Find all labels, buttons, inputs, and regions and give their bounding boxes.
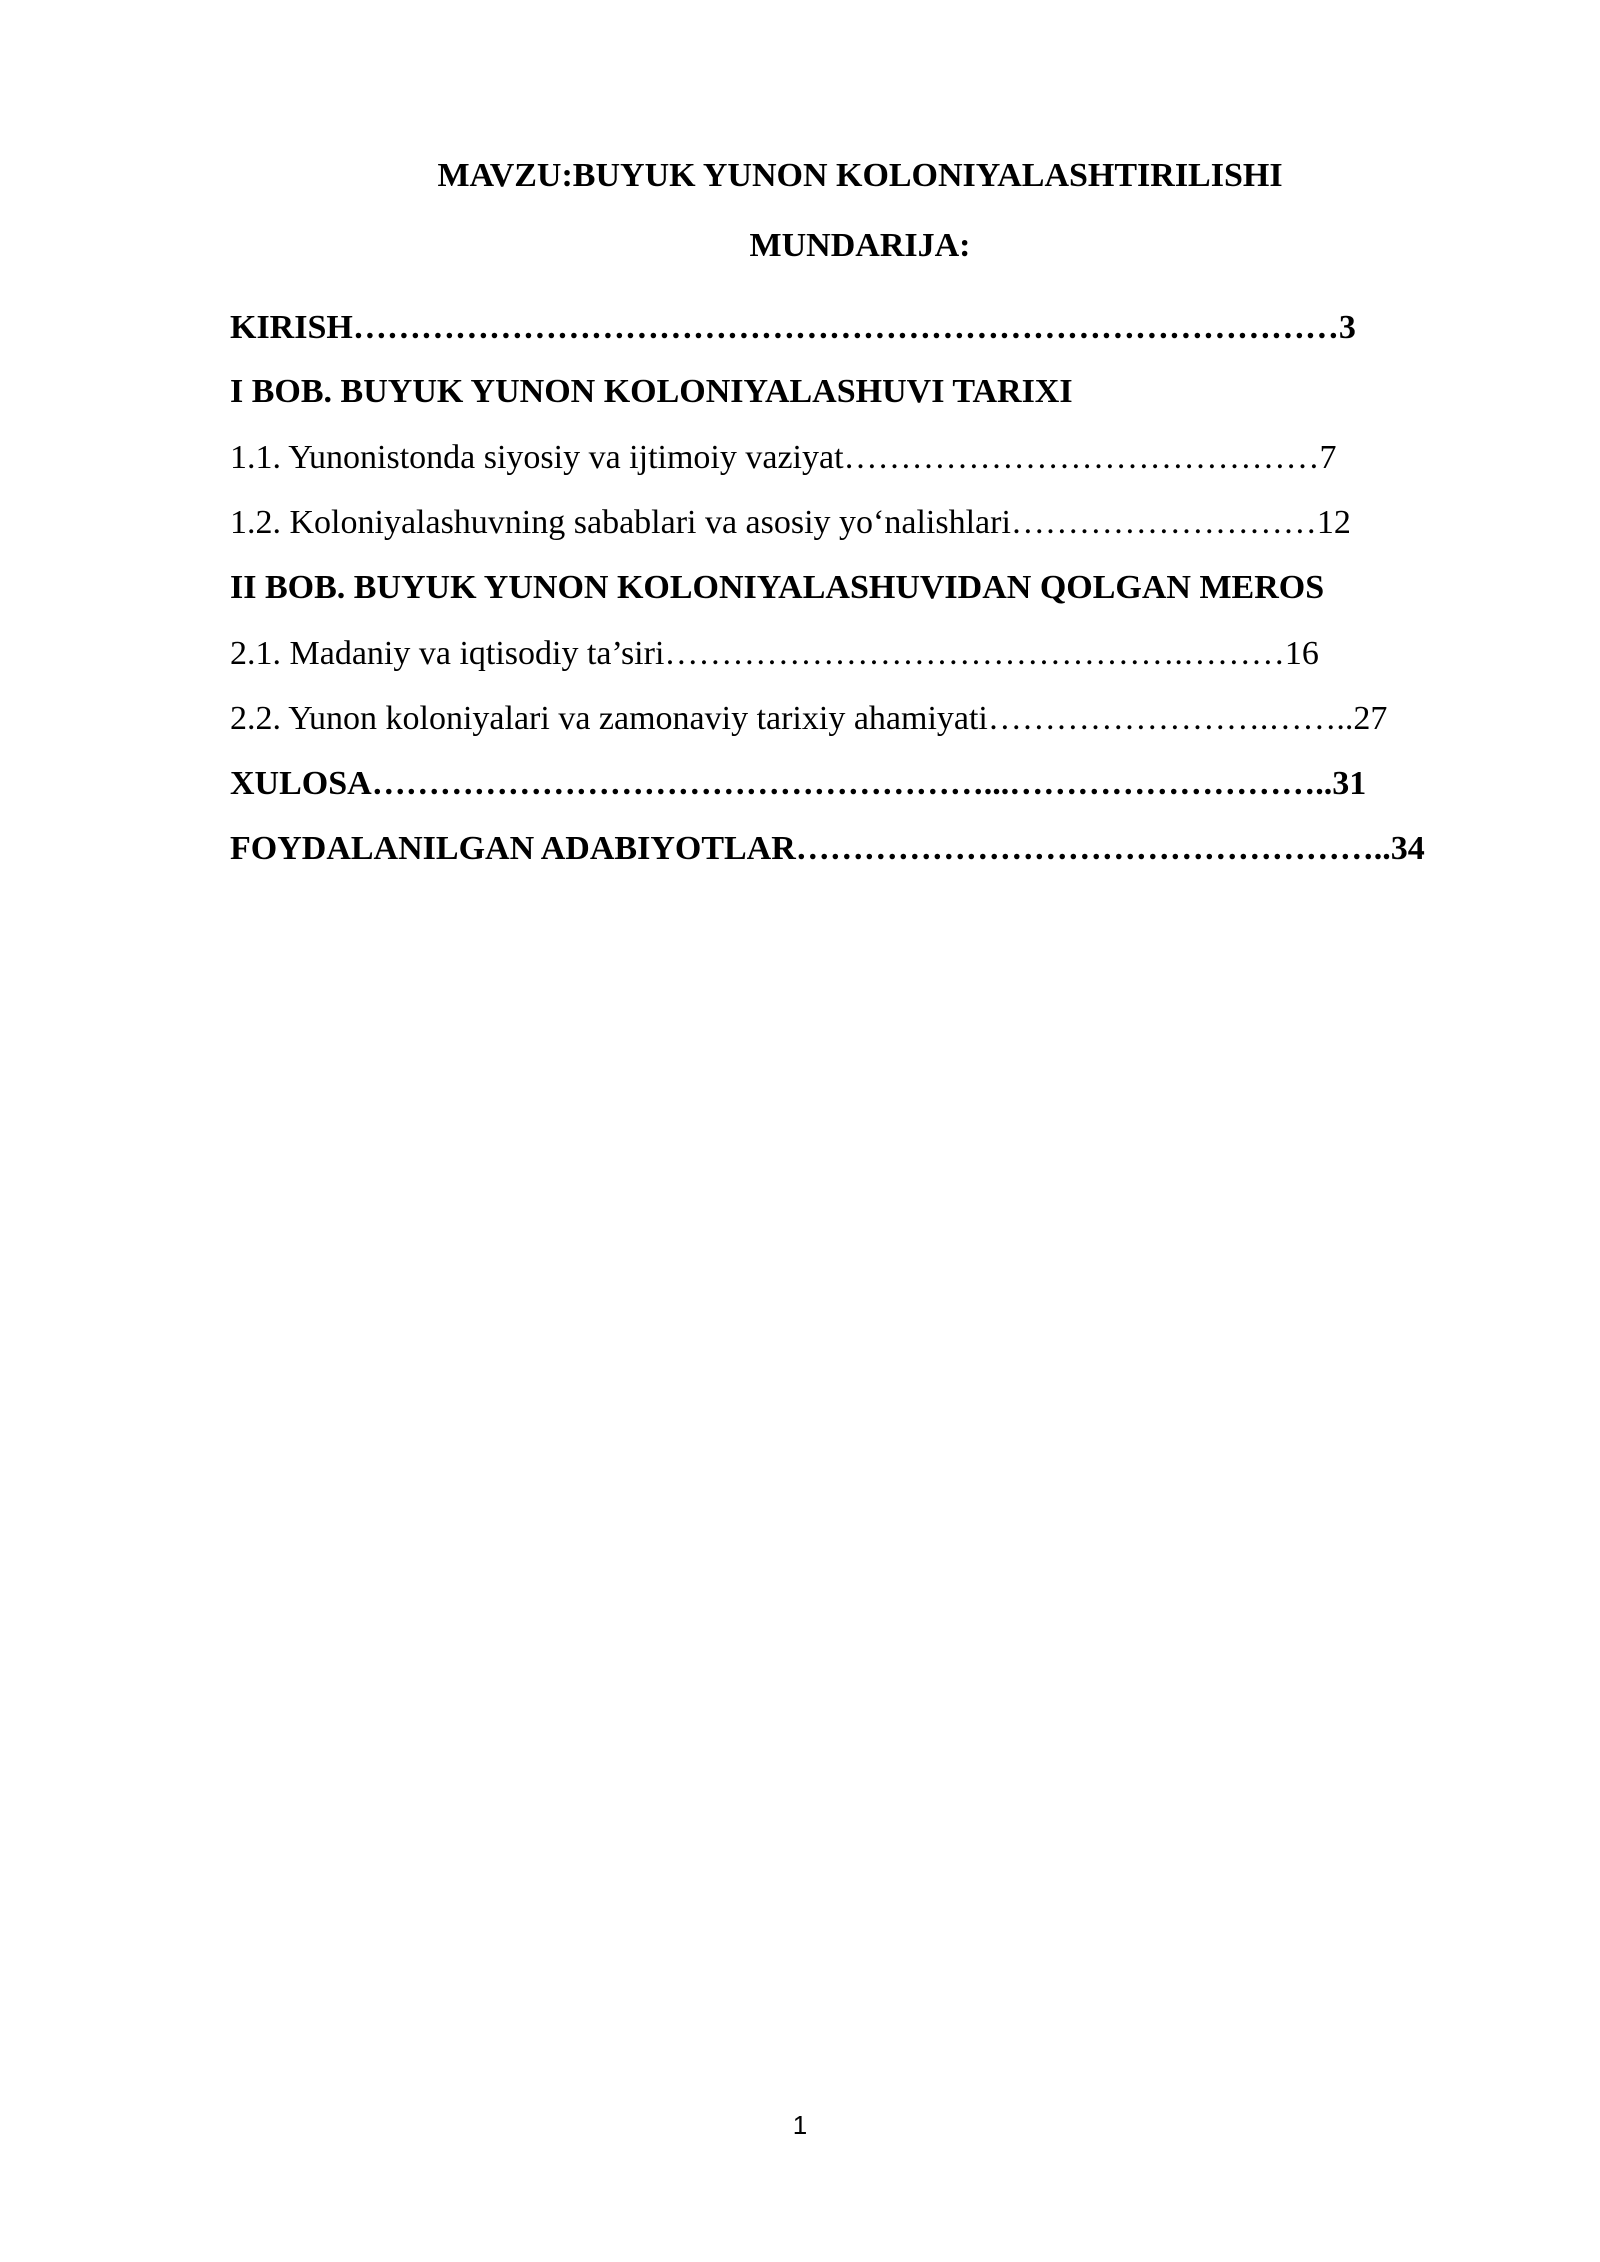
document-title: MAVZU:BUYUK YUNON KOLONIYALASHTIRILISHI [437, 157, 1283, 194]
toc-entry-chapter-2: II BOB. BUYUK YUNON KOLONIYALASHUVIDAN QOLGAN MEROS [230, 569, 1325, 606]
page-number: 1 [792, 2110, 808, 2140]
table-of-contents-heading: MUNDARIJA: [749, 227, 971, 264]
toc-entry-section-2-2: 2.2. Yunon koloniyalari va zamonaviy tarixiy ahamiyati…………………….……..27 [230, 700, 1388, 737]
toc-entry-conclusion: XULOSA………………………………………………...………………………..31 [230, 765, 1367, 802]
toc-entry-section-2-1: 2.1. Madaniy va iqtisodiy ta’siri……………………………………….………16 [230, 635, 1319, 672]
toc-entry-section-1-1: 1.1. Yunonistonda siyosiy va ijtimoiy vaziyat……………………………………7 [230, 439, 1337, 476]
toc-entry-references: FOYDALANILGAN ADABIYOTLAR……………………………………………..34 [230, 830, 1425, 867]
toc-entry-introduction: KIRISH……………………………………………………………………………3 [230, 309, 1356, 346]
toc-entry-section-1-2: 1.2. Koloniyalashuvning sabablari va asosiy yo‘nalishlari………………………12 [230, 504, 1351, 541]
toc-entry-chapter-1: I BOB. BUYUK YUNON KOLONIYALASHUVI TARIXI [230, 373, 1073, 410]
